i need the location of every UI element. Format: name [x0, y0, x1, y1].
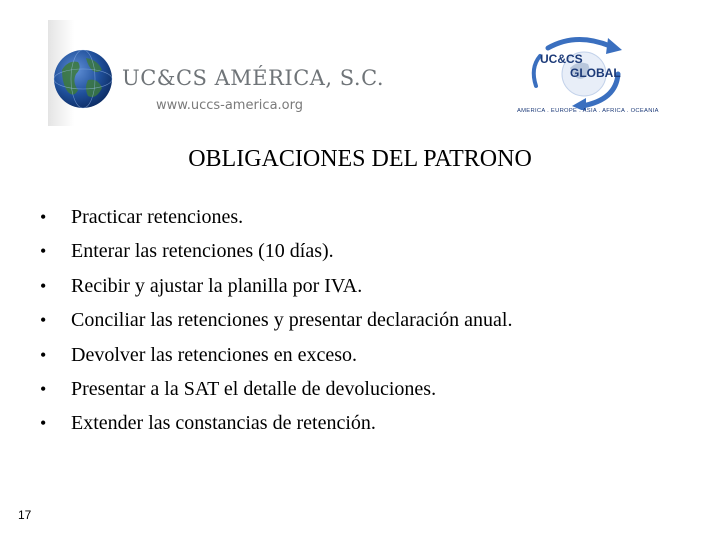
list-item [40, 406, 512, 440]
list-item-text: Practicar retenciones. [71, 206, 244, 228]
bullet-icon: • [40, 275, 47, 296]
global-logo-line2: GLOBAL [570, 66, 621, 80]
list-item [40, 338, 512, 372]
list-item [40, 234, 512, 268]
global-logo-regions: AMERICA . EUROPE . ASIA . AFRICA . OCEANIA [517, 108, 659, 114]
bullet-icon: • [40, 344, 47, 365]
list-item-text: Extender las constancias de retención. [71, 412, 376, 435]
global-logo [526, 34, 632, 110]
list-item-text: Presentar a la SAT el detalle de devoluciones. [71, 377, 437, 400]
list-item [40, 303, 512, 337]
brand-url: www.uccs-america.org [156, 98, 303, 113]
list-item [40, 200, 512, 234]
list-item-text: Devolver las retenciones en exceso. [71, 343, 357, 366]
bullet-icon: • [40, 310, 47, 331]
bullet-icon: • [40, 207, 47, 227]
list-item [40, 269, 512, 303]
global-logo-text [526, 34, 632, 110]
page-number: 17 [18, 508, 32, 522]
list-item [40, 372, 512, 406]
slide-title: OBLIGACIONES DEL PATRONO [188, 146, 532, 172]
brand-name: UC&CS AMÉRICA, S.C. [122, 66, 385, 90]
bullet-icon: • [40, 413, 47, 434]
list-item-text: Enterar las retenciones (10 días). [71, 240, 334, 263]
list-item-text: Conciliar las retenciones y presentar declaración anual. [71, 309, 513, 332]
bullet-icon: • [40, 241, 47, 262]
global-logo-line1: UC&CS [540, 52, 583, 66]
globe-icon [52, 48, 114, 110]
bullet-icon: • [40, 378, 47, 399]
list-item-text: Recibir y ajustar la planilla por IVA. [71, 274, 363, 297]
obligations-list [40, 200, 512, 441]
